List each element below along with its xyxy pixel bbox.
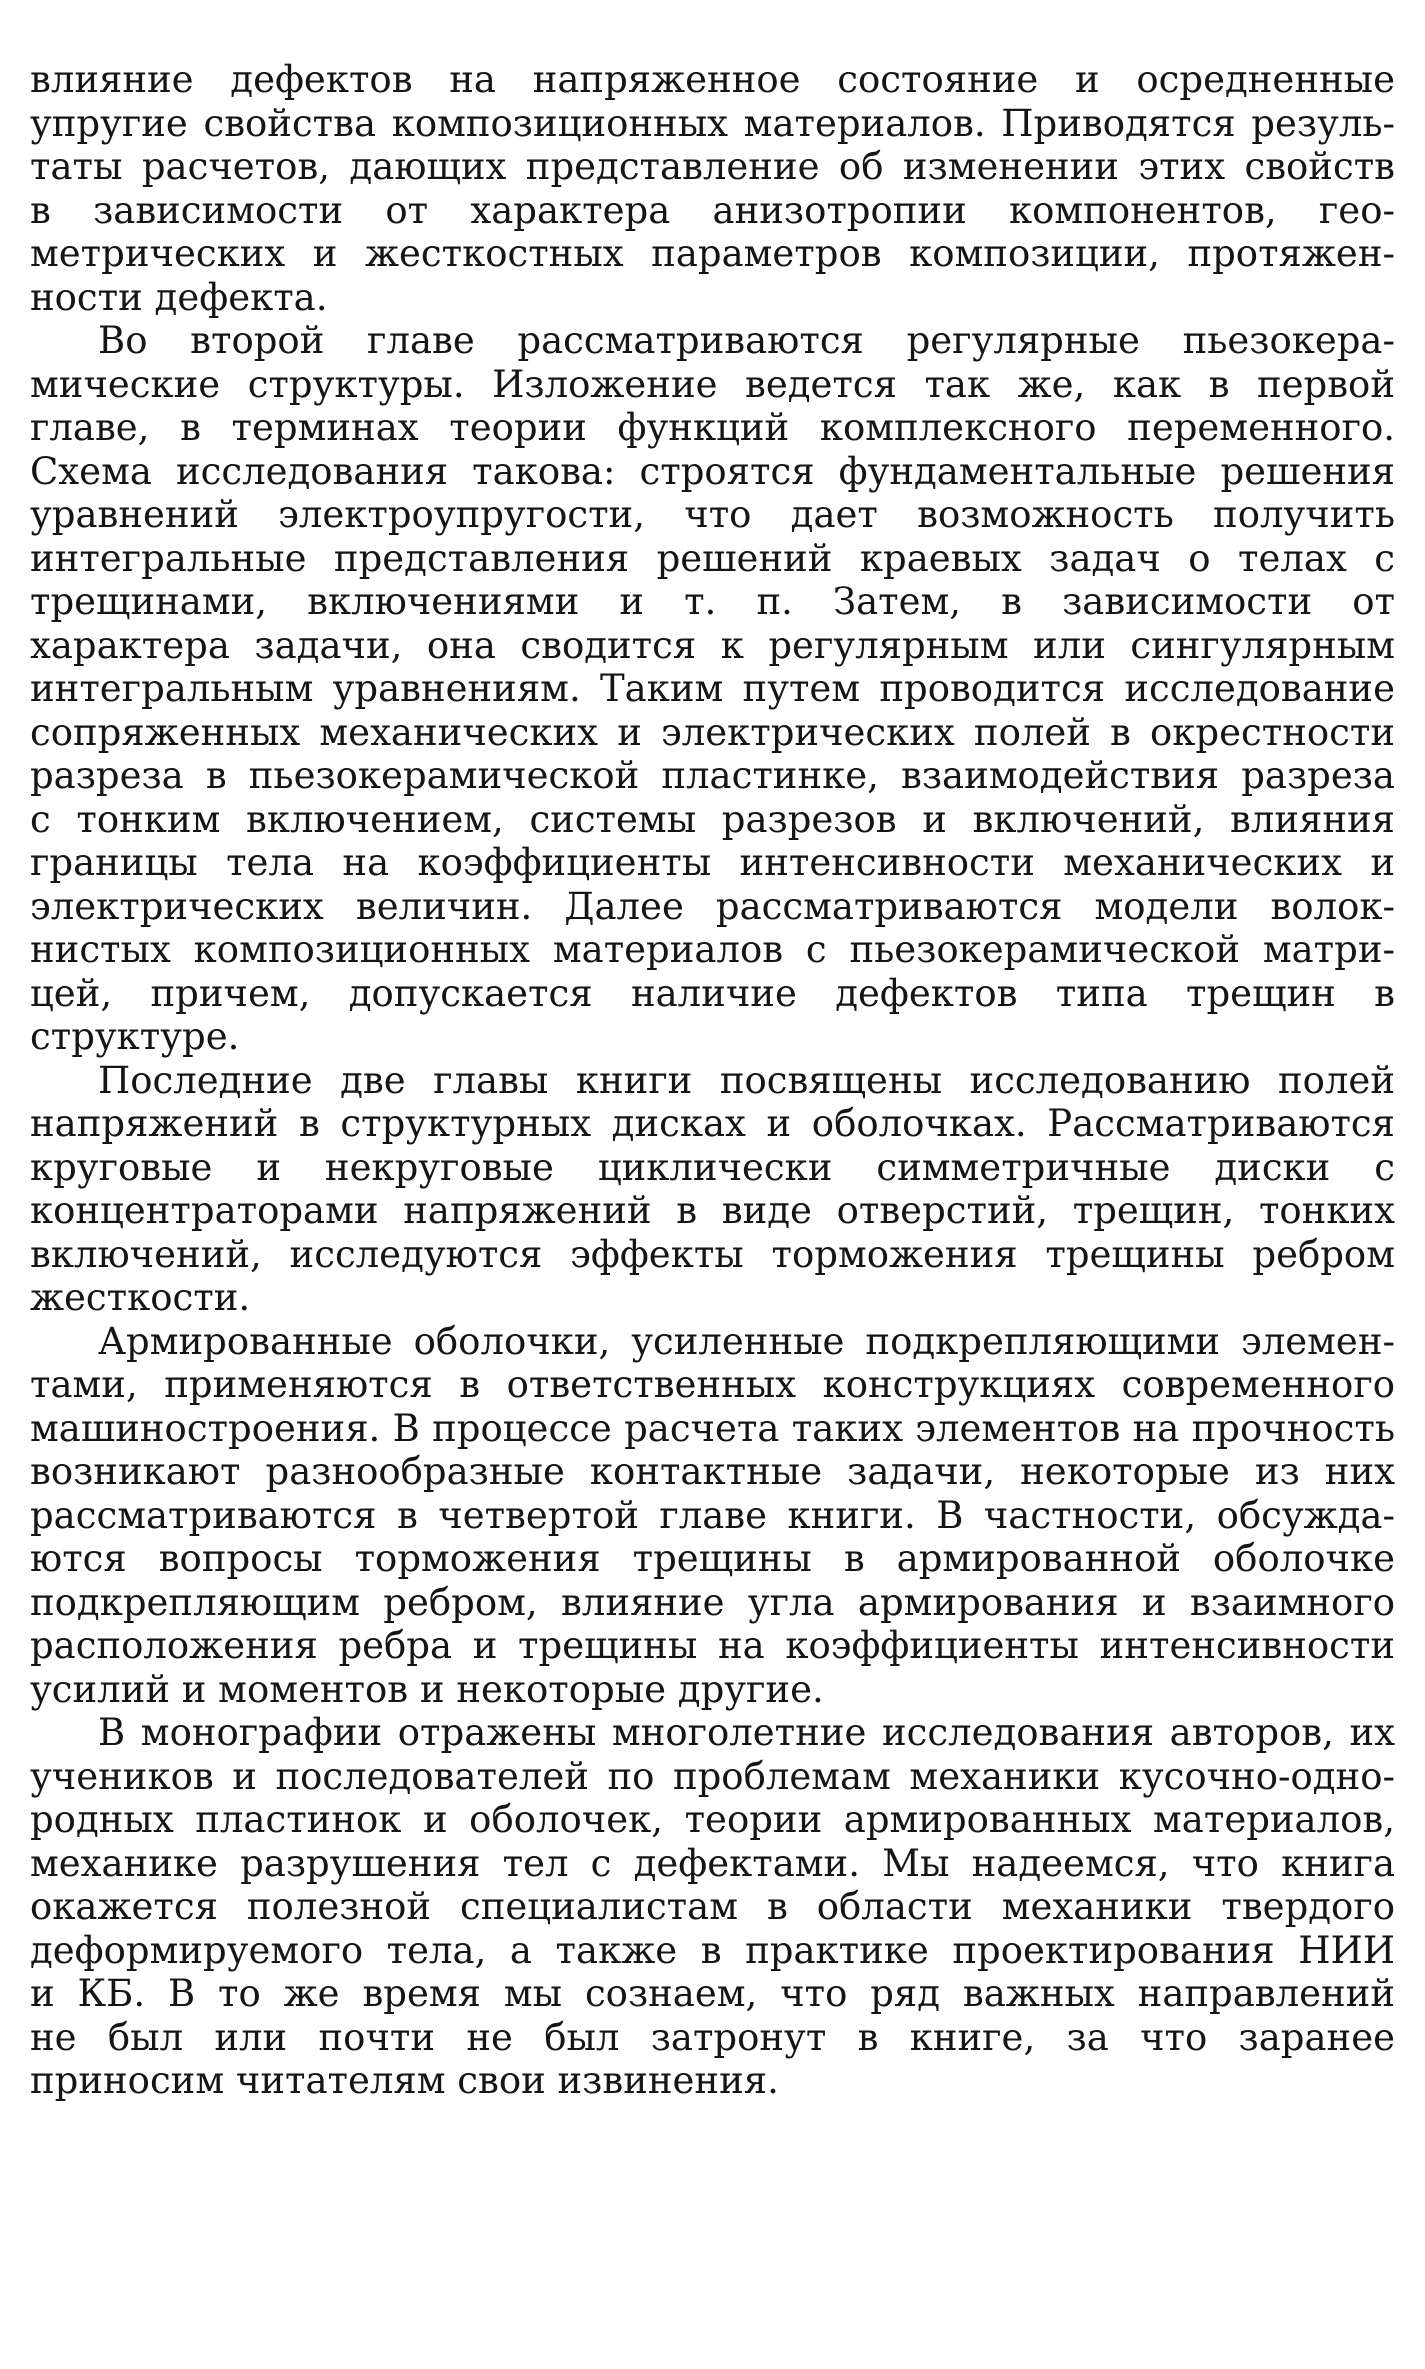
- text-line: метрических и жесткостных параметров композиции, протяжен-: [30, 232, 1395, 275]
- text-line: окажется полезной специалистам в области механики твердого: [30, 1885, 1395, 1928]
- text-line: Схема исследования такова: строятся фундаментальные решения: [30, 449, 1395, 493]
- text-line: уравнений электроупругости, что дает возможность получить: [30, 493, 1395, 536]
- text-line: цей, причем, допускается наличие дефектов типа трещин в: [30, 971, 1395, 1015]
- text-line: разреза в пьезокерамической пластинке, взаимодействия разреза: [30, 754, 1395, 797]
- text-line: структуре.: [30, 1015, 240, 1058]
- document-page: [30, 58, 1395, 2103]
- text-line: трещинами, включениями и т. п. Затем, в зависимости от: [30, 580, 1395, 623]
- text-line: Во второй главе рассматриваются регулярные пьезокера-: [98, 319, 1395, 362]
- text-line: не был или почти не был затронут в книге, за что заранее: [30, 2015, 1395, 2059]
- text-line: сопряженных механических и электрических полей в окрестности: [30, 710, 1395, 754]
- text-line: упругие свойства композиционных материалов. Приводятся резуль-: [30, 101, 1395, 145]
- text-line: главе, в терминах теории функций комплексного переменного.: [30, 406, 1395, 449]
- paragraph: [30, 1711, 1395, 2103]
- text-line: концентраторами напряжений в виде отверстий, трещин, тонких: [30, 1189, 1395, 1232]
- text-line: деформируемого тела, а также в практике проектирования НИИ: [30, 1928, 1395, 1972]
- text-line: интегральные представления решений краевых задач о телах с: [30, 536, 1395, 580]
- text-line: напряжений в структурных дисках и оболочках. Рассматриваются: [30, 1102, 1395, 1145]
- text-line: Последние две главы книги посвящены исследованию полей: [98, 1058, 1395, 1102]
- text-line: тами, применяются в ответственных конструкциях современного: [30, 1363, 1395, 1406]
- text-line: родных пластинок и оболочек, теории армированных материалов,: [30, 1798, 1395, 1841]
- paragraph: [30, 1320, 1395, 1712]
- text-line: включений, исследуются эффекты торможения трещины ребром: [30, 1232, 1395, 1276]
- text-line: нистых композиционных материалов с пьезокерамической матри-: [30, 928, 1395, 971]
- paragraph: [30, 58, 1395, 319]
- text-line: возникают разнообразные контактные задачи, некоторые из них: [30, 1450, 1395, 1493]
- paragraph: [30, 1059, 1395, 1320]
- text-line: электрических величин. Далее рассматриваются модели волок-: [30, 884, 1395, 928]
- text-line: в зависимости от характера анизотропии компонентов, гео-: [30, 188, 1395, 232]
- text-line: характера задачи, она сводится к регулярным или сингулярным: [30, 623, 1395, 667]
- text-line: ются вопросы торможения трещины в армированной оболочке: [30, 1537, 1395, 1580]
- text-line: механике разрушения тел с дефектами. Мы надеемся, что книга: [30, 1841, 1395, 1885]
- text-line: рассматриваются в четвертой главе книги. В частности, обсужда-: [30, 1493, 1395, 1537]
- text-line: и КБ. В то же время мы сознаем, что ряд важных направлений: [30, 1972, 1395, 2015]
- text-line: мические структуры. Изложение ведется так же, как в первой: [30, 362, 1395, 406]
- text-line: таты расчетов, дающих представление об изменении этих свойств: [30, 145, 1395, 188]
- text-line: учеников и последователей по проблемам механики кусочно-одно-: [30, 1754, 1395, 1798]
- text-line: машиностроения. В процессе расчета таких элементов на прочность: [30, 1406, 1395, 1450]
- text-line: приносим читателям свои извинения.: [30, 2059, 779, 2102]
- text-line: усилий и моментов и некоторые другие.: [30, 1667, 824, 1711]
- text-line: с тонким включением, системы разрезов и включений, влияния: [30, 797, 1395, 841]
- text-line: Армированные оболочки, усиленные подкрепляющими элемен-: [98, 1319, 1395, 1363]
- text-line: границы тела на коэффициенты интенсивности механических и: [30, 841, 1395, 884]
- text-line: подкрепляющим ребром, влияние угла армирования и взаимного: [30, 1580, 1395, 1624]
- text-line: влияние дефектов на напряженное состояние и осредненные: [30, 58, 1395, 101]
- text-line: интегральным уравнениям. Таким путем проводится исследование: [30, 667, 1395, 710]
- text-line: В монографии отражены многолетние исследования авторов, их: [98, 1711, 1395, 1754]
- text-line: жесткости.: [30, 1276, 251, 1319]
- text-line: расположения ребра и трещины на коэффициенты интенсивности: [30, 1624, 1395, 1667]
- text-line: круговые и некруговые циклически симметричные диски с: [30, 1145, 1395, 1189]
- text-line: ности дефекта.: [30, 275, 328, 319]
- paragraph: [30, 319, 1395, 1059]
